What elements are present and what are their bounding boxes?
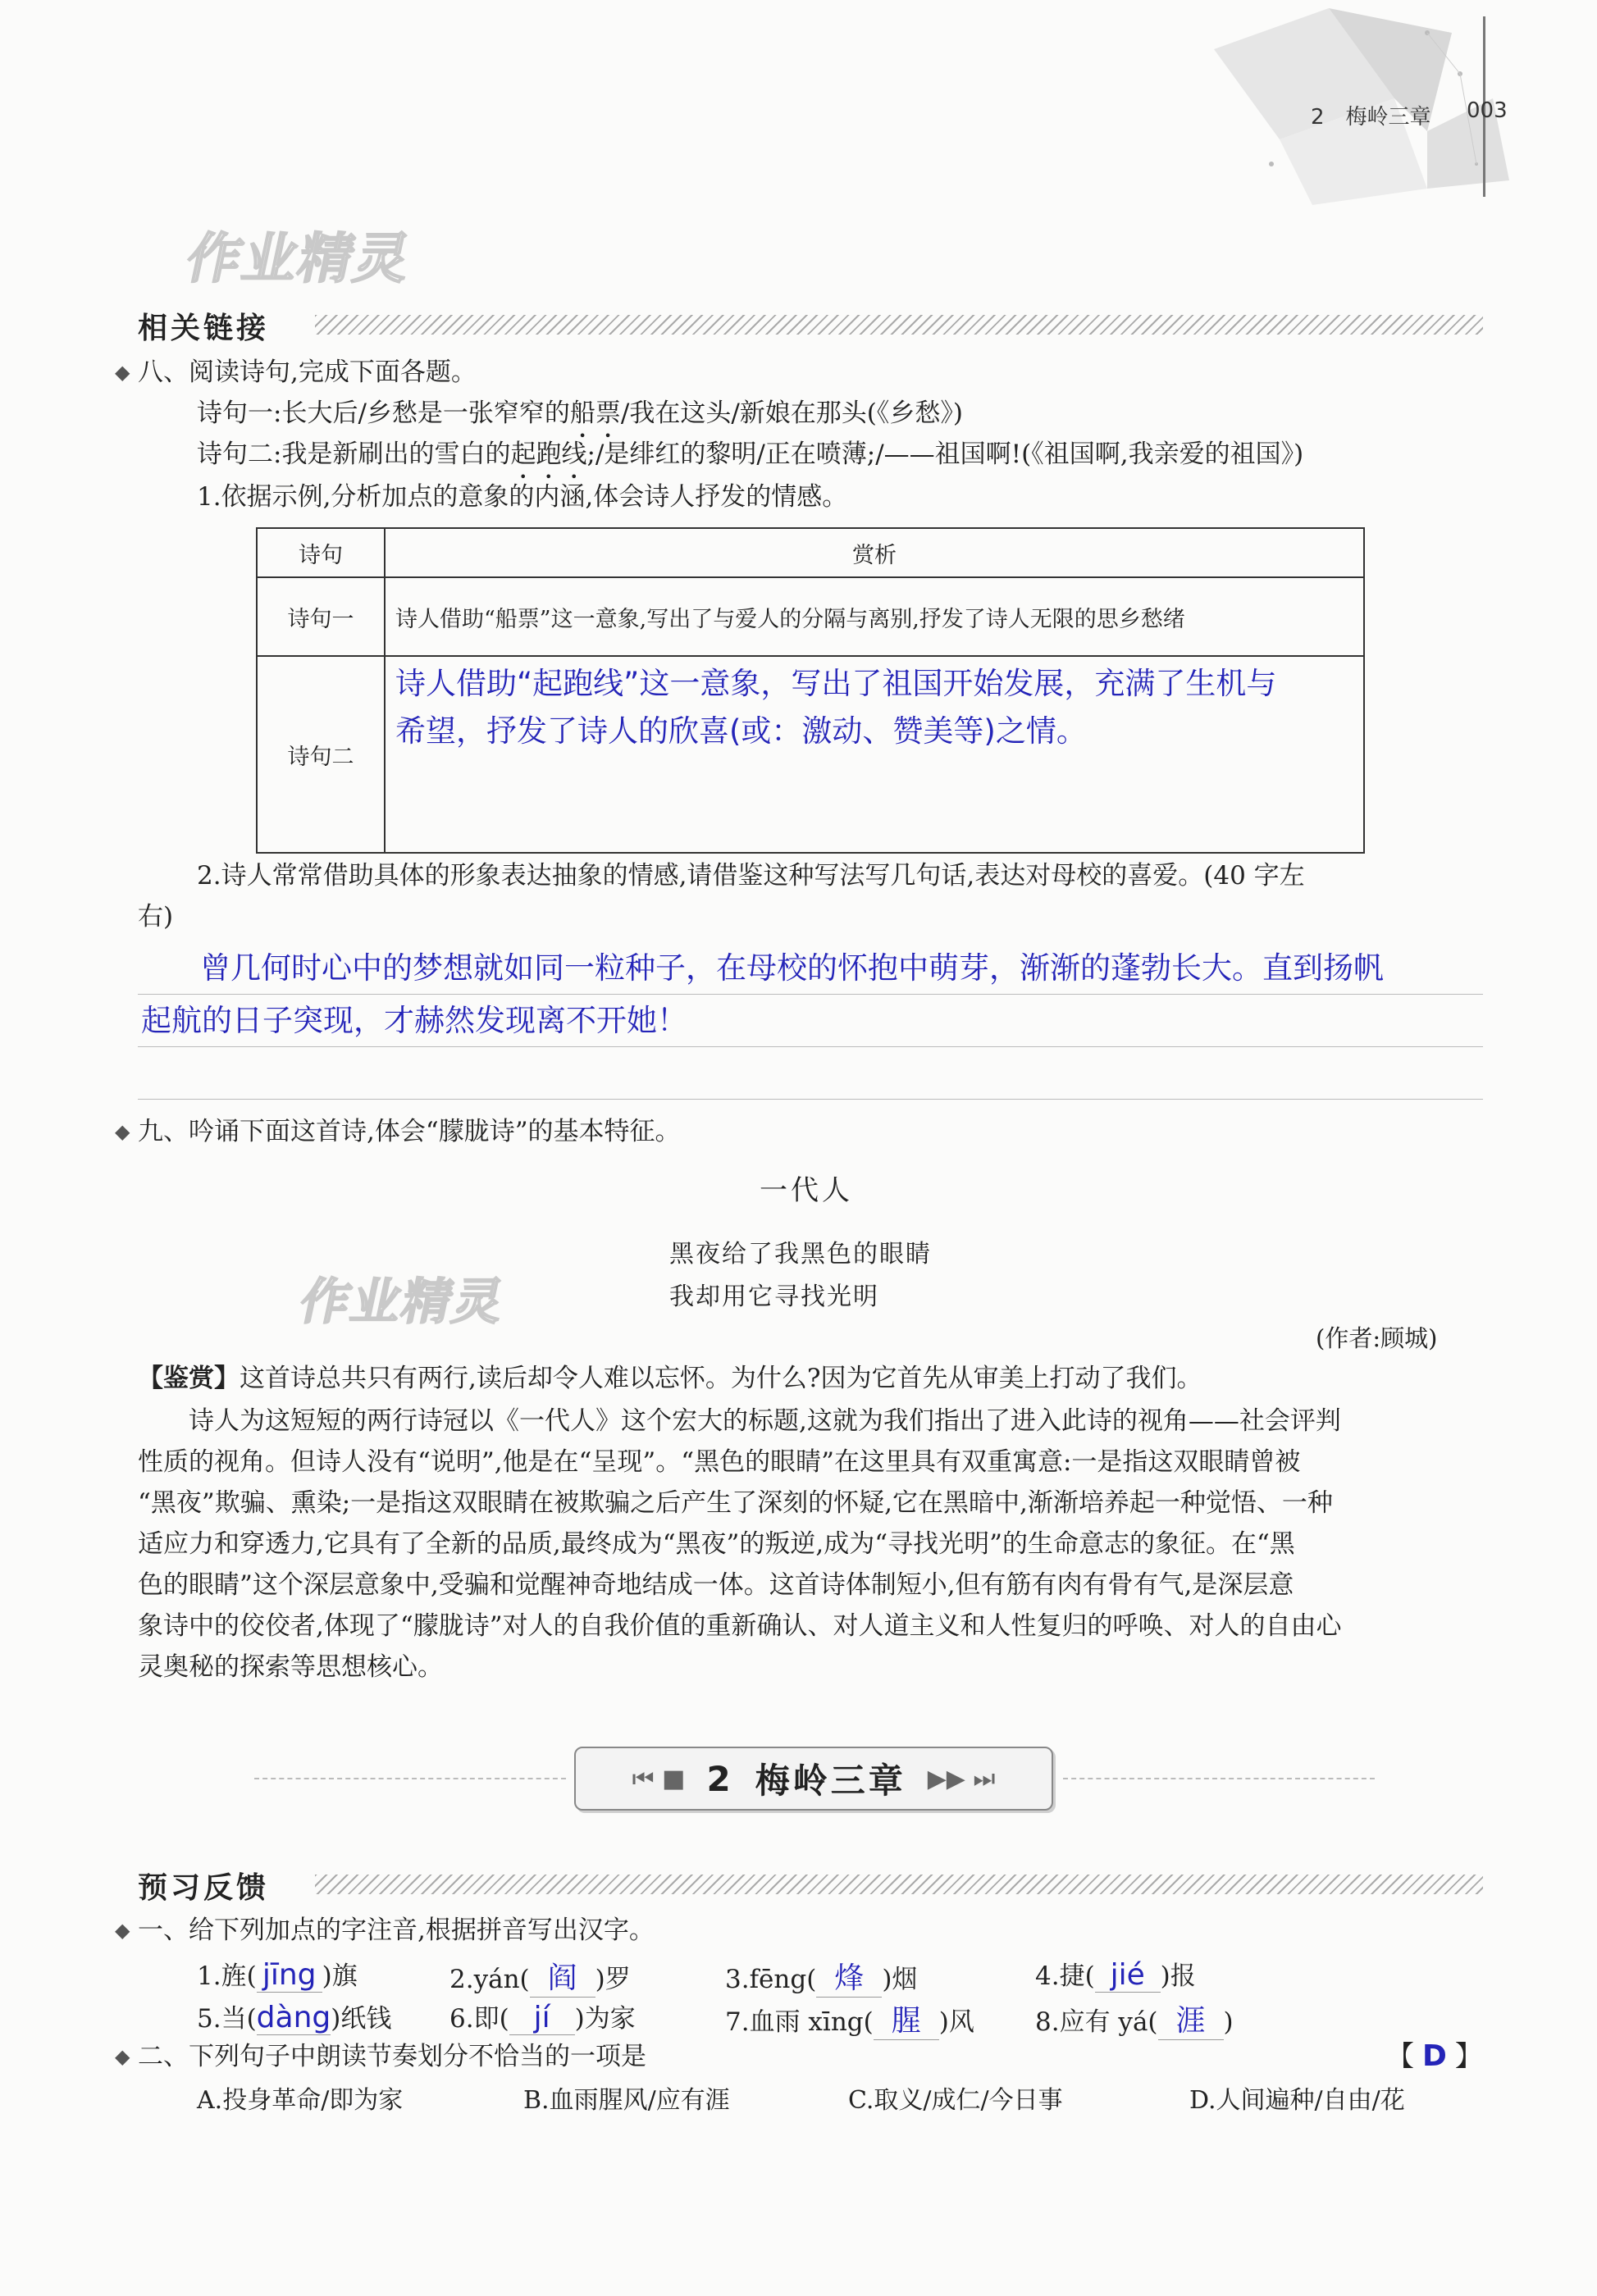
pinyin-item-5: 5.当(dàng)纸钱 [197,2001,392,2034]
option-a: A.投身革命/即为家 [197,2086,404,2115]
section-hatch [315,1875,1483,1894]
pinyin-item-6: 6.即( jí )为家 [449,2001,636,2034]
answer-blank: jié [1095,1958,1161,1993]
table-header-analysis: 赏析 [385,528,1364,577]
answer-line-1 [138,943,1483,995]
answer-blank: 烽 [816,1955,882,1998]
analysis-table [256,527,1365,854]
option-c: C.取义/成仁/今日事 [848,2086,1063,2115]
bullet-diamond-icon: ◆ [115,2045,130,2068]
table-row1-text: 诗人借助“船票”这一意象,写出了与爱人的分隔与离别,抒发了诗人无限的思乡愁绪 [385,577,1364,656]
section-title-preview: 预习反馈 [138,1871,270,1905]
pinyin-item-2: 2.yán( 阎 )罗 [449,1955,631,1998]
answer-blank: dàng [256,2001,331,2034]
next-nav-icon: ▶▶ ⏭ [927,1764,996,1793]
table-row1-label: 诗句一 [257,577,385,656]
pinyin-item-4: 4.捷( jié )报 [1035,1958,1196,1992]
bullet-diamond-icon: ◆ [115,1919,130,1942]
answer-blank: 阎 [530,1955,595,1998]
poem-text-line1: 黑夜给了我黑色的眼睛 [669,1240,932,1269]
section-title-related: 相关链接 [138,312,270,345]
chapter-banner [574,1747,1053,1811]
answer-text-2: 起航的日子突现，才赫然发现离不开她！ [141,1003,687,1038]
bullet-diamond-icon: ◆ [115,361,130,384]
answer-blank: 腥 [874,1998,939,2040]
option-d: D.人间遍种/自由/花 [1189,2086,1405,2115]
pinyin-item-3: 3.fēng( 烽 )烟 [725,1955,917,1998]
option-b: B.血雨腥风/应有涯 [523,2086,730,2115]
pinyin-item-7: 7.血雨 xīng( 腥 )风 [725,1998,974,2040]
section-hatch [315,315,1483,335]
answer-line-3 [138,1048,1483,1100]
poem-title: 一代人 [760,1174,853,1207]
question-9-title: 九、吟诵下面这首诗,体会“朦胧诗”的基本特征。 [138,1117,681,1146]
poem-text-line2: 我却用它寻找光明 [669,1282,879,1311]
watermark-logo: 作业精灵 [294,1273,511,1331]
watermark-logo: 作业精灵 [180,227,418,290]
table-header-poem: 诗句 [257,528,385,577]
banner-dash-left [254,1778,566,1779]
pinyin-item-8: 8.应有 yá( 涯 ) [1035,1998,1234,2040]
subquestion-2-line1: 2.诗人常常借助具体的形象表达抽象的情感,请借鉴这种写法写几句话,表达对母校的喜爱。(40 字左 [197,861,1305,891]
header-chapter: 2 梅岭三章 [1311,105,1431,130]
question-8-title: 八、阅读诗句,完成下面各题。 [138,358,477,387]
page-number: 003 [1467,98,1508,123]
table-row2-answer: 诗人借助“起跑线”这一意象，写出了祖国开始发展，充满了生机与 希望，抒发了诗人的欣喜(或：激动、赞美等)之情。 [385,656,1364,853]
dotted-word-startline: 起跑线 [510,440,587,469]
answer-line-2 [138,995,1483,1047]
poem-author: (作者:顾城) [1316,1324,1438,1352]
preview-q1-title: 一、给下列加点的字注音,根据拼音写出汉字。 [138,1916,655,1945]
answer-text-1: 曾几何时心中的梦想就如同一粒种子，在母校的怀抱中萌芽，渐渐的蓬勃长大。直到扬帆 [200,950,1384,986]
table-row2-label: 诗句二 [257,656,385,853]
appreciation-label: 【鉴赏】 [138,1364,240,1393]
q2-answer: D [1422,2039,1447,2073]
pinyin-item-1: 1.旌( jīng )旗 [197,1958,358,1992]
preview-q2-title: 二、下列句子中朗读节奏划分不恰当的一项是 [138,2042,646,2071]
bullet-diamond-icon: ◆ [115,1120,130,1143]
poem-line-2: 诗句二:我是新刷出的雪白的起跑线;/是绯红的黎明/正在喷薄;/——祖国啊!(《祖国啊,我亲爱的祖国》) [197,440,1304,469]
dotted-word-ticket: 船票 [569,399,621,428]
appreciation-first-line: 【鉴赏】这首诗总共只有两行,读后却令人难以忘怀。为什么?因为它首先从审美上打动了我们。 [138,1364,1202,1393]
answer-blank: 涯 [1158,1998,1224,2040]
banner-dash-right [1063,1778,1375,1779]
chapter-title: 梅岭三章 [755,1761,906,1801]
subquestion-2-line2: 右) [138,902,174,932]
answer-blank: jīng [257,1958,322,1993]
subquestion-1: 1.依据示例,分析加点的意象的内涵,体会诗人抒发的情感。 [197,482,848,512]
prev-nav-icon: ⏮ ■ [632,1764,686,1793]
poem-line-1: 诗句一:长大后/乡愁是一张窄窄的船票/我在这头/新娘在那头(《乡愁》) [197,399,963,428]
chapter-number: 2 [706,1758,734,1799]
appreciation-paragraph: 诗人为这短短的两行诗冠以《一代人》这个宏大的标题,这就为我们指出了进入此诗的视角——社会评判 性质的视角。但诗人没有“说明”,他是在“呈现”。“黑色的眼睛”在这里具有双重寓意:一是指这双眼睛曾被 “黑夜”欺骗、熏染;一是指这双眼睛在被欺骗之后产生了深刻的怀疑,它在黑暗中,渐渐培养起一种觉悟、一种 适应力和穿透力,它具有了全新的品质,最终成为“黑夜”的叛逆,成为“寻找光明”的生命意志的象征。在“黑 色的眼睛”这个深层意象中,受骗和觉醒神奇地结成一体。这首诗体制短小,但有筋有肉有骨有气,是深层意 象诗中的佼佼者,体现了“朦胧诗”对人的自我价值的重新确认、对人道主义和人性复归的呼唤、对人的自由心 灵奥秘的探索等思想核心。 [138,1406,1342,1682]
q2-answer-bracket: 【 D 】 [1386,2039,1483,2073]
answer-blank: jí [509,2001,575,2035]
